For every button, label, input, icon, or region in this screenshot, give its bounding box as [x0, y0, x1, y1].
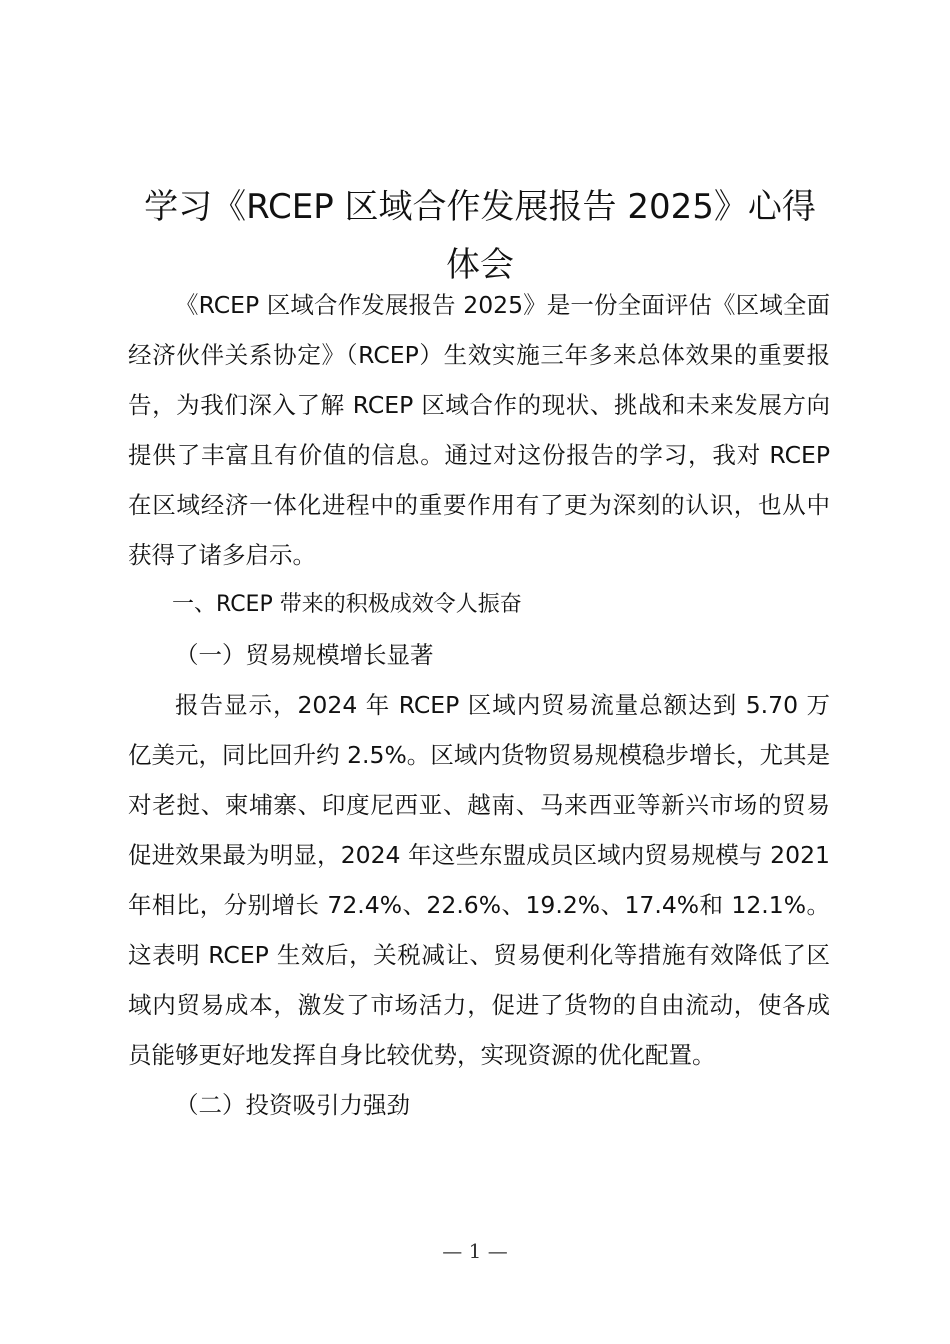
intro-paragraph: 《RCEP 区域合作发展报告 2025》是一份全面评估《区域全面经济伙伴关系协定》（RCEP）生效实施三年多来总体效果的重要报告，为我们深入了解 RCEP 区域合作的现状、挑战和未来发展方向提供了丰富且有价值的信息。通过对这份报告的学习，我对 RCEP 在区域经济一体化进程中的重要作用有了更为深刻的认识，也从中获得了诸多启示。 [128, 291, 830, 569]
document-title [110, 178, 850, 294]
subsection-heading-1: （一）贸易规模增长显著 [175, 641, 434, 669]
subsection-1-paragraph: 报告显示，2024 年 RCEP 区域内贸易流量总额达到 5.70 万亿美元，同比回升约 2.5%。区域内货物贸易规模稳步增长，尤其是对老挝、柬埔寨、印度尼西亚、越南、马来西亚等新兴市场的贸易促进效果最为明显，2024 年这些东盟成员区域内贸易规模与 2021 年相比，分别增长 72.4%、22.6%、19.2%、17.4%和 12.1%。这表明 RCEP 生效后，关税减让、贸易便利化等措施有效降低了区域内贸易成本，激发了市场活力，促进了货物的自由流动，使各成员能够更好地发挥自身比较优势，实现资源的优化配置。 [128, 691, 830, 1069]
page-number: — 1 — [442, 1239, 508, 1263]
document-body [128, 280, 830, 1130]
title-line-2: 体会 [446, 245, 514, 285]
subsection-heading-2: （二）投资吸引力强劲 [175, 1091, 410, 1119]
title-line-1: 学习《RCEP 区域合作发展报告 2025》心得 [144, 187, 816, 227]
section-heading-1: 一、RCEP 带来的积极成效令人振奋 [172, 592, 522, 617]
